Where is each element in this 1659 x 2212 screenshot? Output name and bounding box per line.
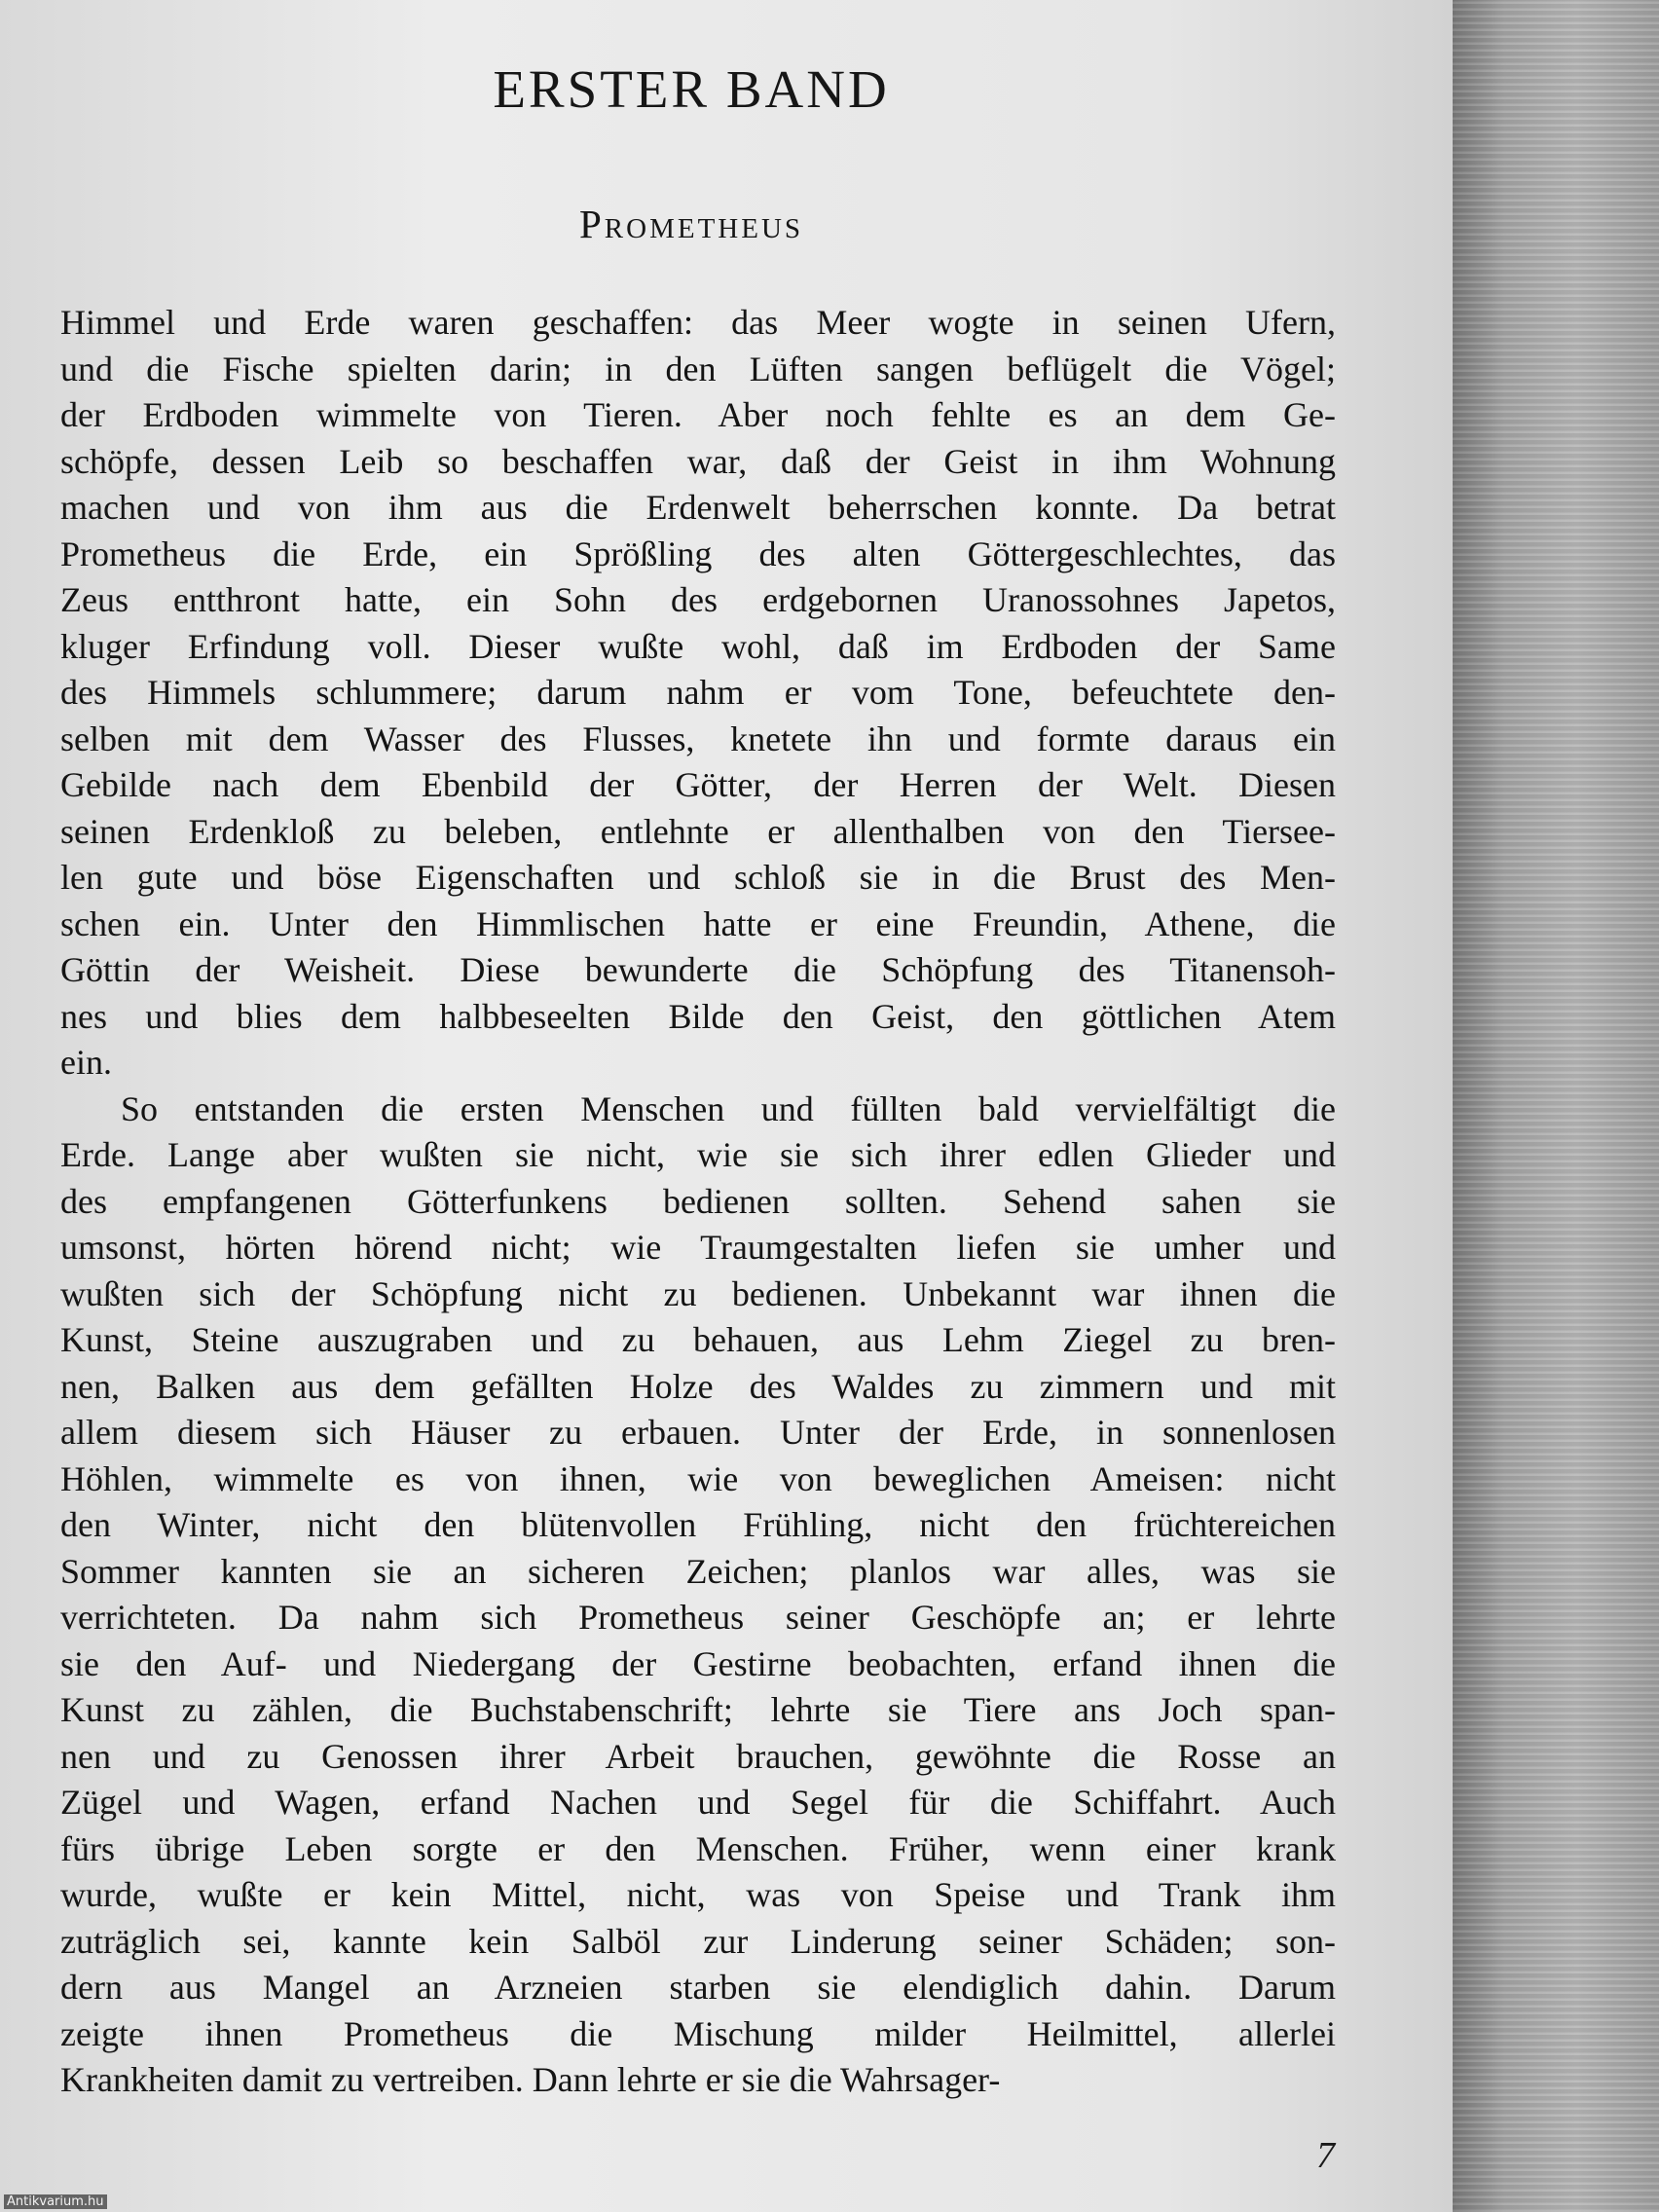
paragraph-2 <box>60 1087 1336 2104</box>
text-line: Göttin der Weisheit. Diese bewunderte die Schöpfung des Titanensoh- <box>60 950 1336 989</box>
text-line: sie den Auf- und Niedergang der Gestirne beobachten, erfand ihnen die <box>60 1643 1336 1683</box>
text-line: schöpfe, dessen Leib so beschaffen war, daß der Geist in ihm Wohnung <box>60 441 1336 481</box>
volume-title: ERSTER BAND <box>493 59 890 119</box>
text-line: zeigte ihnen Prometheus die Mischung milder Heilmittel, allerlei <box>60 2013 1336 2053</box>
page-number: 7 <box>1316 2135 1335 2176</box>
body-text <box>60 300 1336 2104</box>
text-line: Kunst, Steine auszugraben und zu behauen, aus Lehm Ziegel zu bren- <box>60 1320 1336 1359</box>
text-line: ein. <box>60 1043 112 1082</box>
text-line: schen ein. Unter den Himmlischen hatte er eine Freundin, Athene, die <box>60 903 1336 943</box>
text-line: und die Fische spielten darin; in den Lüften sangen beflügelt die Vögel; <box>60 349 1336 388</box>
text-line: nen, Balken aus dem gefällten Holze des Waldes zu zimmern und mit <box>60 1366 1336 1406</box>
text-line: umsonst, hörten hörend nicht; wie Traumgestalten liefen sie umher und <box>60 1228 1336 1267</box>
page-edge-stack <box>1453 0 1659 2212</box>
watermark: Antikvarium.hu <box>4 2194 107 2209</box>
text-line: den Winter, nicht den blütenvollen Frühling, nicht den früchtereichen <box>60 1505 1336 1544</box>
text-line: So entstanden die ersten Menschen und füllten bald vervielfältigt die <box>121 1088 1336 1128</box>
text-line: des empfangenen Götterfunkens bedienen sollten. Sehend sahen sie <box>60 1181 1336 1221</box>
text-line: selben mit dem Wasser des Flusses, knetete ihn und formte daraus ein <box>60 719 1336 758</box>
text-line: nes und blies dem halbbeseelten Bilde den Geist, den göttlichen Atem <box>60 996 1336 1036</box>
text-line: des Himmels schlummere; darum nahm er vom Tone, befeuchtete den- <box>60 673 1336 712</box>
text-line: Kunst zu zählen, die Buchstabenschrift; lehrte sie Tiere ans Joch span- <box>60 1690 1336 1729</box>
text-line: fürs übrige Leben sorgte er den Menschen. Früher, wenn einer krank <box>60 1828 1336 1868</box>
text-line: Krankheiten damit zu vertreiben. Dann lehrte er sie die Wahrsager- <box>60 2060 1001 2099</box>
text-line: Gebilde nach dem Ebenbild der Götter, der Herren der Welt. Diesen <box>60 765 1336 804</box>
text-line: wurde, wußte er kein Mittel, nicht, was von Speise und Trank ihm <box>60 1875 1336 1914</box>
text-line: Zeus entthront hatte, ein Sohn des erdgebornen Uranossohnes Japetos, <box>60 580 1336 619</box>
text-line: len gute und böse Eigenschaften und schloß sie in die Brust des Men- <box>60 858 1336 897</box>
chapter-title: Prometheus <box>578 202 804 246</box>
text-line: machen und von ihm aus die Erdenwelt beherrschen konnte. Da betrat <box>60 488 1336 527</box>
text-line: verrichteten. Da nahm sich Prometheus seiner Geschöpfe an; er lehrte <box>60 1598 1336 1637</box>
text-line: seinen Erdenkloß zu beleben, entlehnte er allenthalben von den Tiersee- <box>60 811 1336 851</box>
text-line: zuträglich sei, kannte kein Salböl zur Linderung seiner Schäden; son- <box>60 1921 1336 1961</box>
text-line: nen und zu Genossen ihrer Arbeit brauchen, gewöhnte die Rosse an <box>60 1736 1336 1776</box>
text-line: Himmel und Erde waren geschaffen: das Meer wogte in seinen Ufern, <box>60 303 1336 342</box>
text-line: Sommer kannten sie an sicheren Zeichen; planlos war alles, was sie <box>60 1551 1336 1591</box>
text-line: Höhlen, wimmelte es von ihnen, wie von beweglichen Ameisen: nicht <box>60 1458 1336 1498</box>
text-line: wußten sich der Schöpfung nicht zu bedienen. Unbekannt war ihnen die <box>60 1273 1336 1313</box>
text-line: Prometheus die Erde, ein Sprößling des alten Göttergeschlechtes, das <box>60 534 1336 573</box>
text-line: Zügel und Wagen, erfand Nachen und Segel für die Schiffahrt. Auch <box>60 1783 1336 1822</box>
text-line: dern aus Mangel an Arzneien starben sie elendiglich dahin. Darum <box>60 1968 1336 2007</box>
paragraph-1 <box>60 300 1336 1087</box>
text-line: allem diesem sich Häuser zu erbauen. Unter der Erde, in sonnenlosen <box>60 1413 1336 1452</box>
text-line: der Erdboden wimmelte von Tieren. Aber noch fehlte es an dem Ge- <box>60 395 1336 434</box>
text-line: Erde. Lange aber wußten sie nicht, wie sie sich ihrer edlen Glieder und <box>60 1135 1336 1174</box>
text-line: kluger Erfindung voll. Dieser wußte wohl, daß im Erdboden der Same <box>60 626 1336 666</box>
